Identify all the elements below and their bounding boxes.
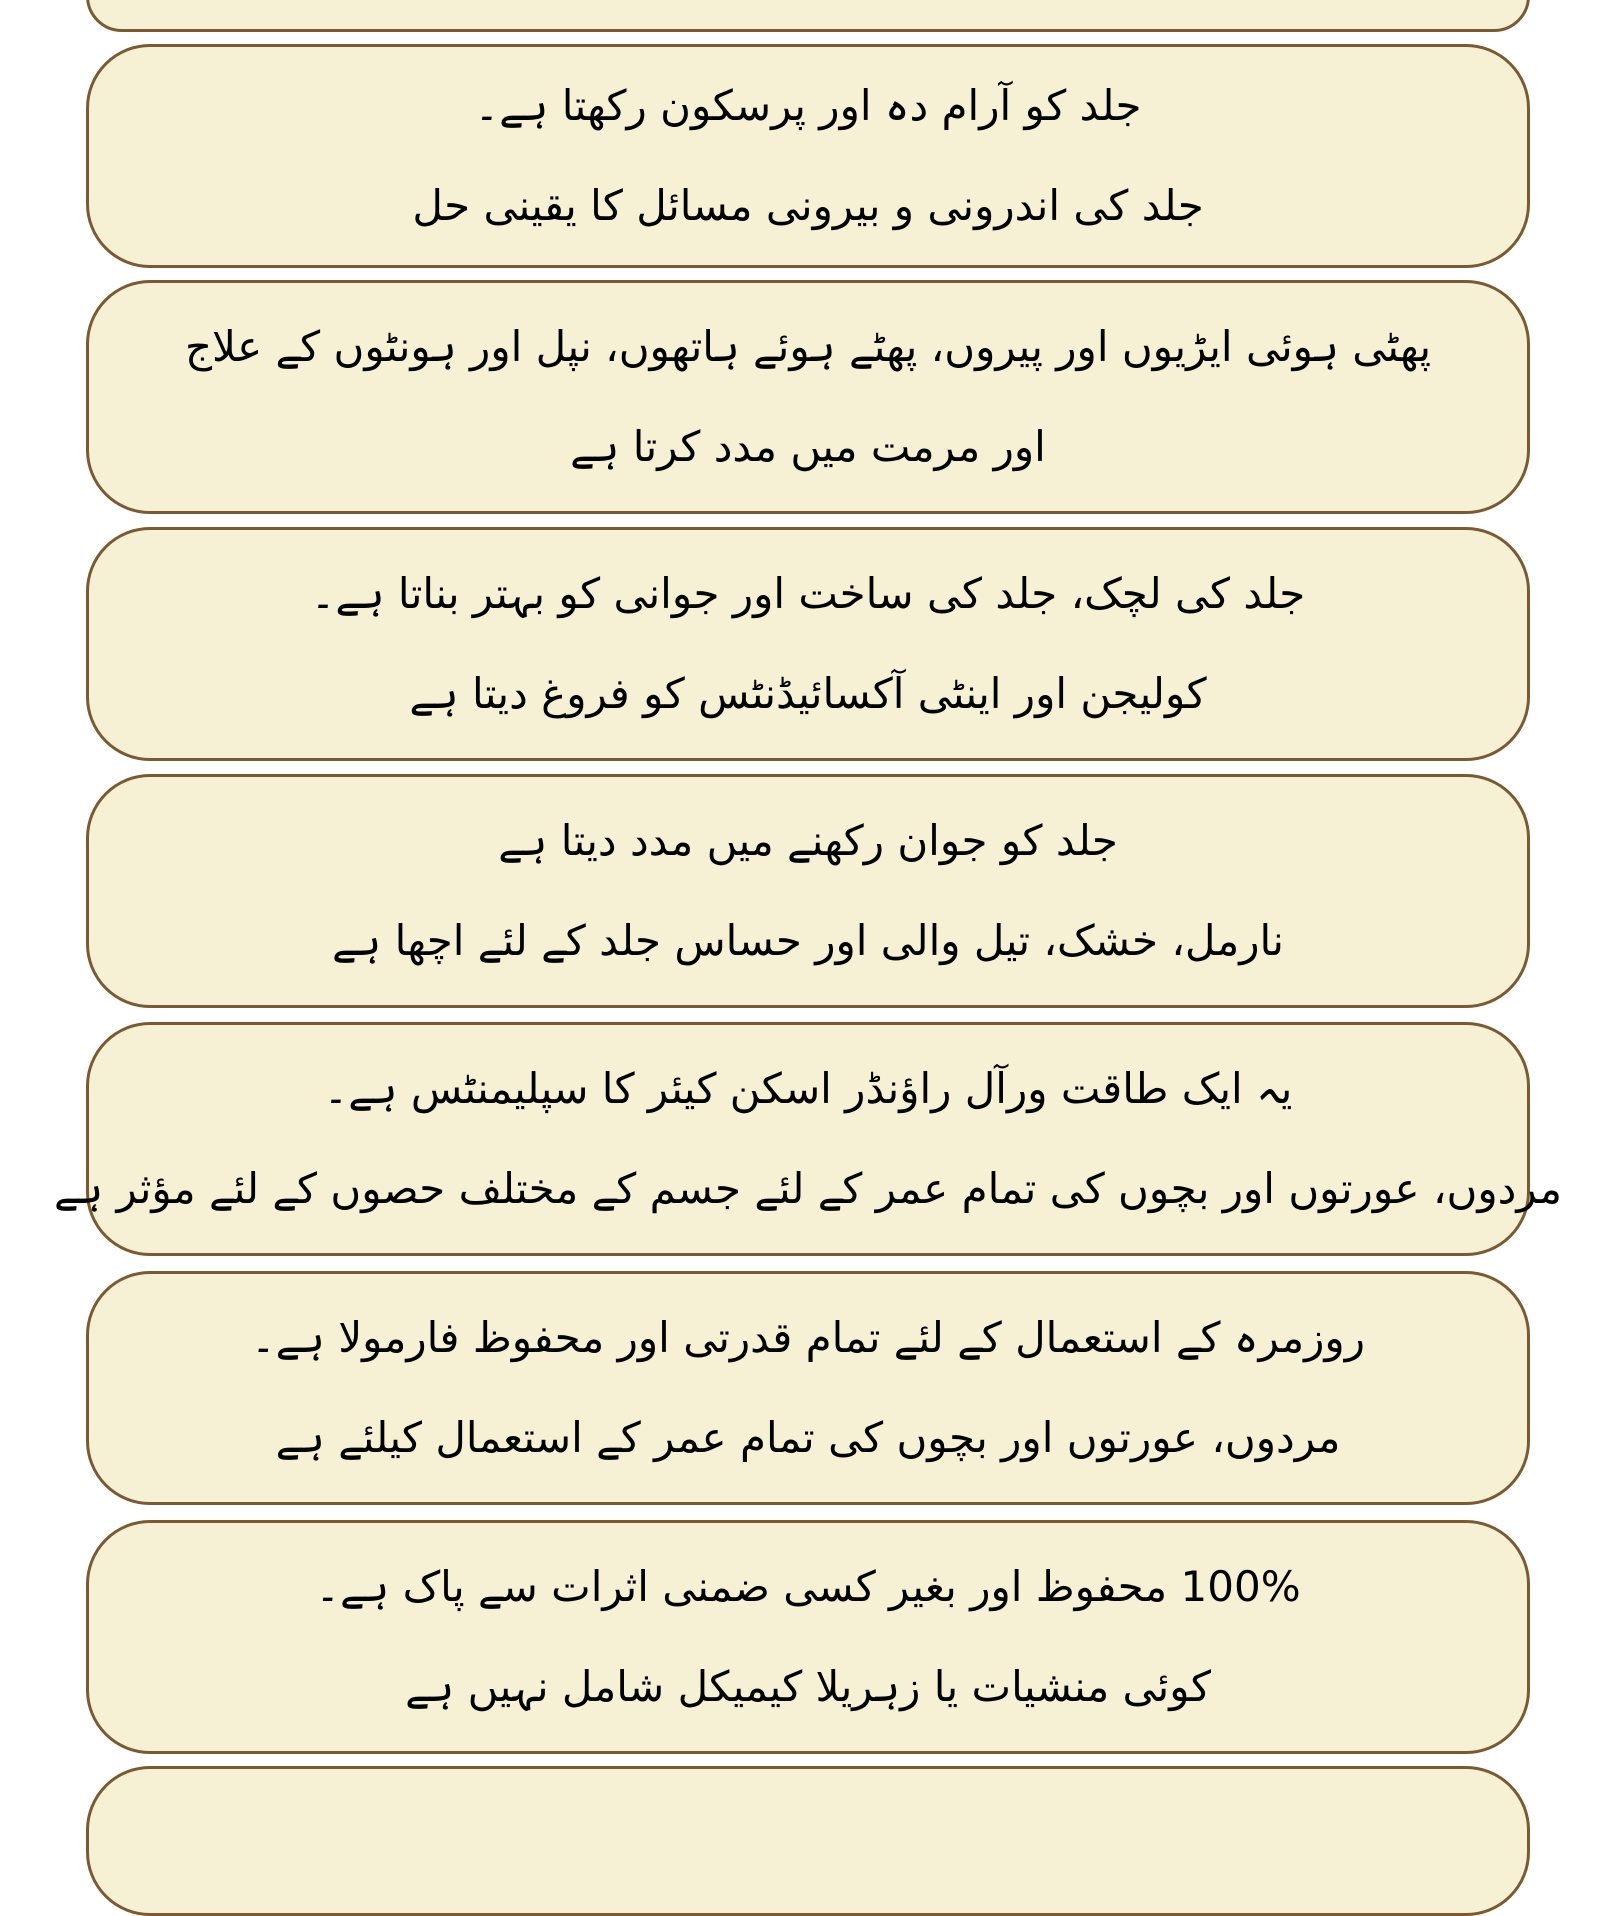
benefit-card-7-line-2: کوئی منشیات یا زہریلا کیمیکل شامل نہیں ہے bbox=[405, 1662, 1211, 1711]
benefit-card-3-line-2: کولیجن اور اینٹی آکسائیڈنٹس کو فروغ دیتا ہے bbox=[409, 669, 1207, 718]
benefit-card-7 bbox=[86, 1520, 1530, 1754]
benefit-card-6-line-1: روزمرہ کے استعمال کے لئے تمام قدرتی اور محفوظ فارمولا ہے۔ bbox=[251, 1313, 1365, 1362]
benefit-card-6 bbox=[86, 1271, 1530, 1505]
benefit-card-5-line-1: یہ ایک طاقت ورآل راؤنڈر اسکن کیئر کا سپلیمنٹس ہے۔ bbox=[323, 1064, 1293, 1113]
benefit-card-1-line-1: جلد کو آرام دہ اور پرسکون رکھتا ہے۔ bbox=[474, 81, 1142, 130]
benefit-card-1-line-2: جلد کی اندرونی و بیرونی مسائل کا یقینی حل bbox=[412, 181, 1204, 230]
benefit-card-5 bbox=[53, 1022, 1563, 1256]
benefit-card-8 bbox=[86, 1766, 1530, 1916]
benefit-card-6-line-2: مردوں، عورتوں اور بچوں کی تمام عمر کے استعمال کیلئے ہے bbox=[275, 1413, 1341, 1462]
benefit-card-2 bbox=[86, 280, 1530, 514]
benefit-card-4-line-2: نارمل، خشک، تیل والی اور حساس جلد کے لئے اچھا ہے bbox=[332, 916, 1284, 965]
benefit-card-3 bbox=[86, 527, 1530, 761]
benefit-card-3-line-1: جلد کی لچک، جلد کی ساخت اور جوانی کو بہتر بناتا ہے۔ bbox=[310, 569, 1306, 618]
benefit-card-4 bbox=[86, 774, 1530, 1008]
benefit-card-1 bbox=[86, 44, 1530, 268]
benefit-card-0 bbox=[86, 0, 1530, 32]
benefit-card-7-line-1: 100% محفوظ اور بغیر کسی ضمنی اثرات سے پاک ہے۔ bbox=[315, 1562, 1301, 1611]
benefit-card-5-line-2: مردوں، عورتوں اور بچوں کی تمام عمر کے لئے جسم کے مختلف حصوں کے لئے مؤثر ہے bbox=[53, 1164, 1563, 1213]
benefit-card-4-line-1: جلد کو جوان رکھنے میں مدد دیتا ہے bbox=[498, 816, 1118, 865]
benefit-card-2-line-1: پھٹی ہوئی ایڑیوں اور پیروں، پھٹے ہوئے ہاتھوں، نپل اور ہونٹوں کے علاج اور مرمت میں مدد کرتا ہے bbox=[184, 322, 1432, 471]
